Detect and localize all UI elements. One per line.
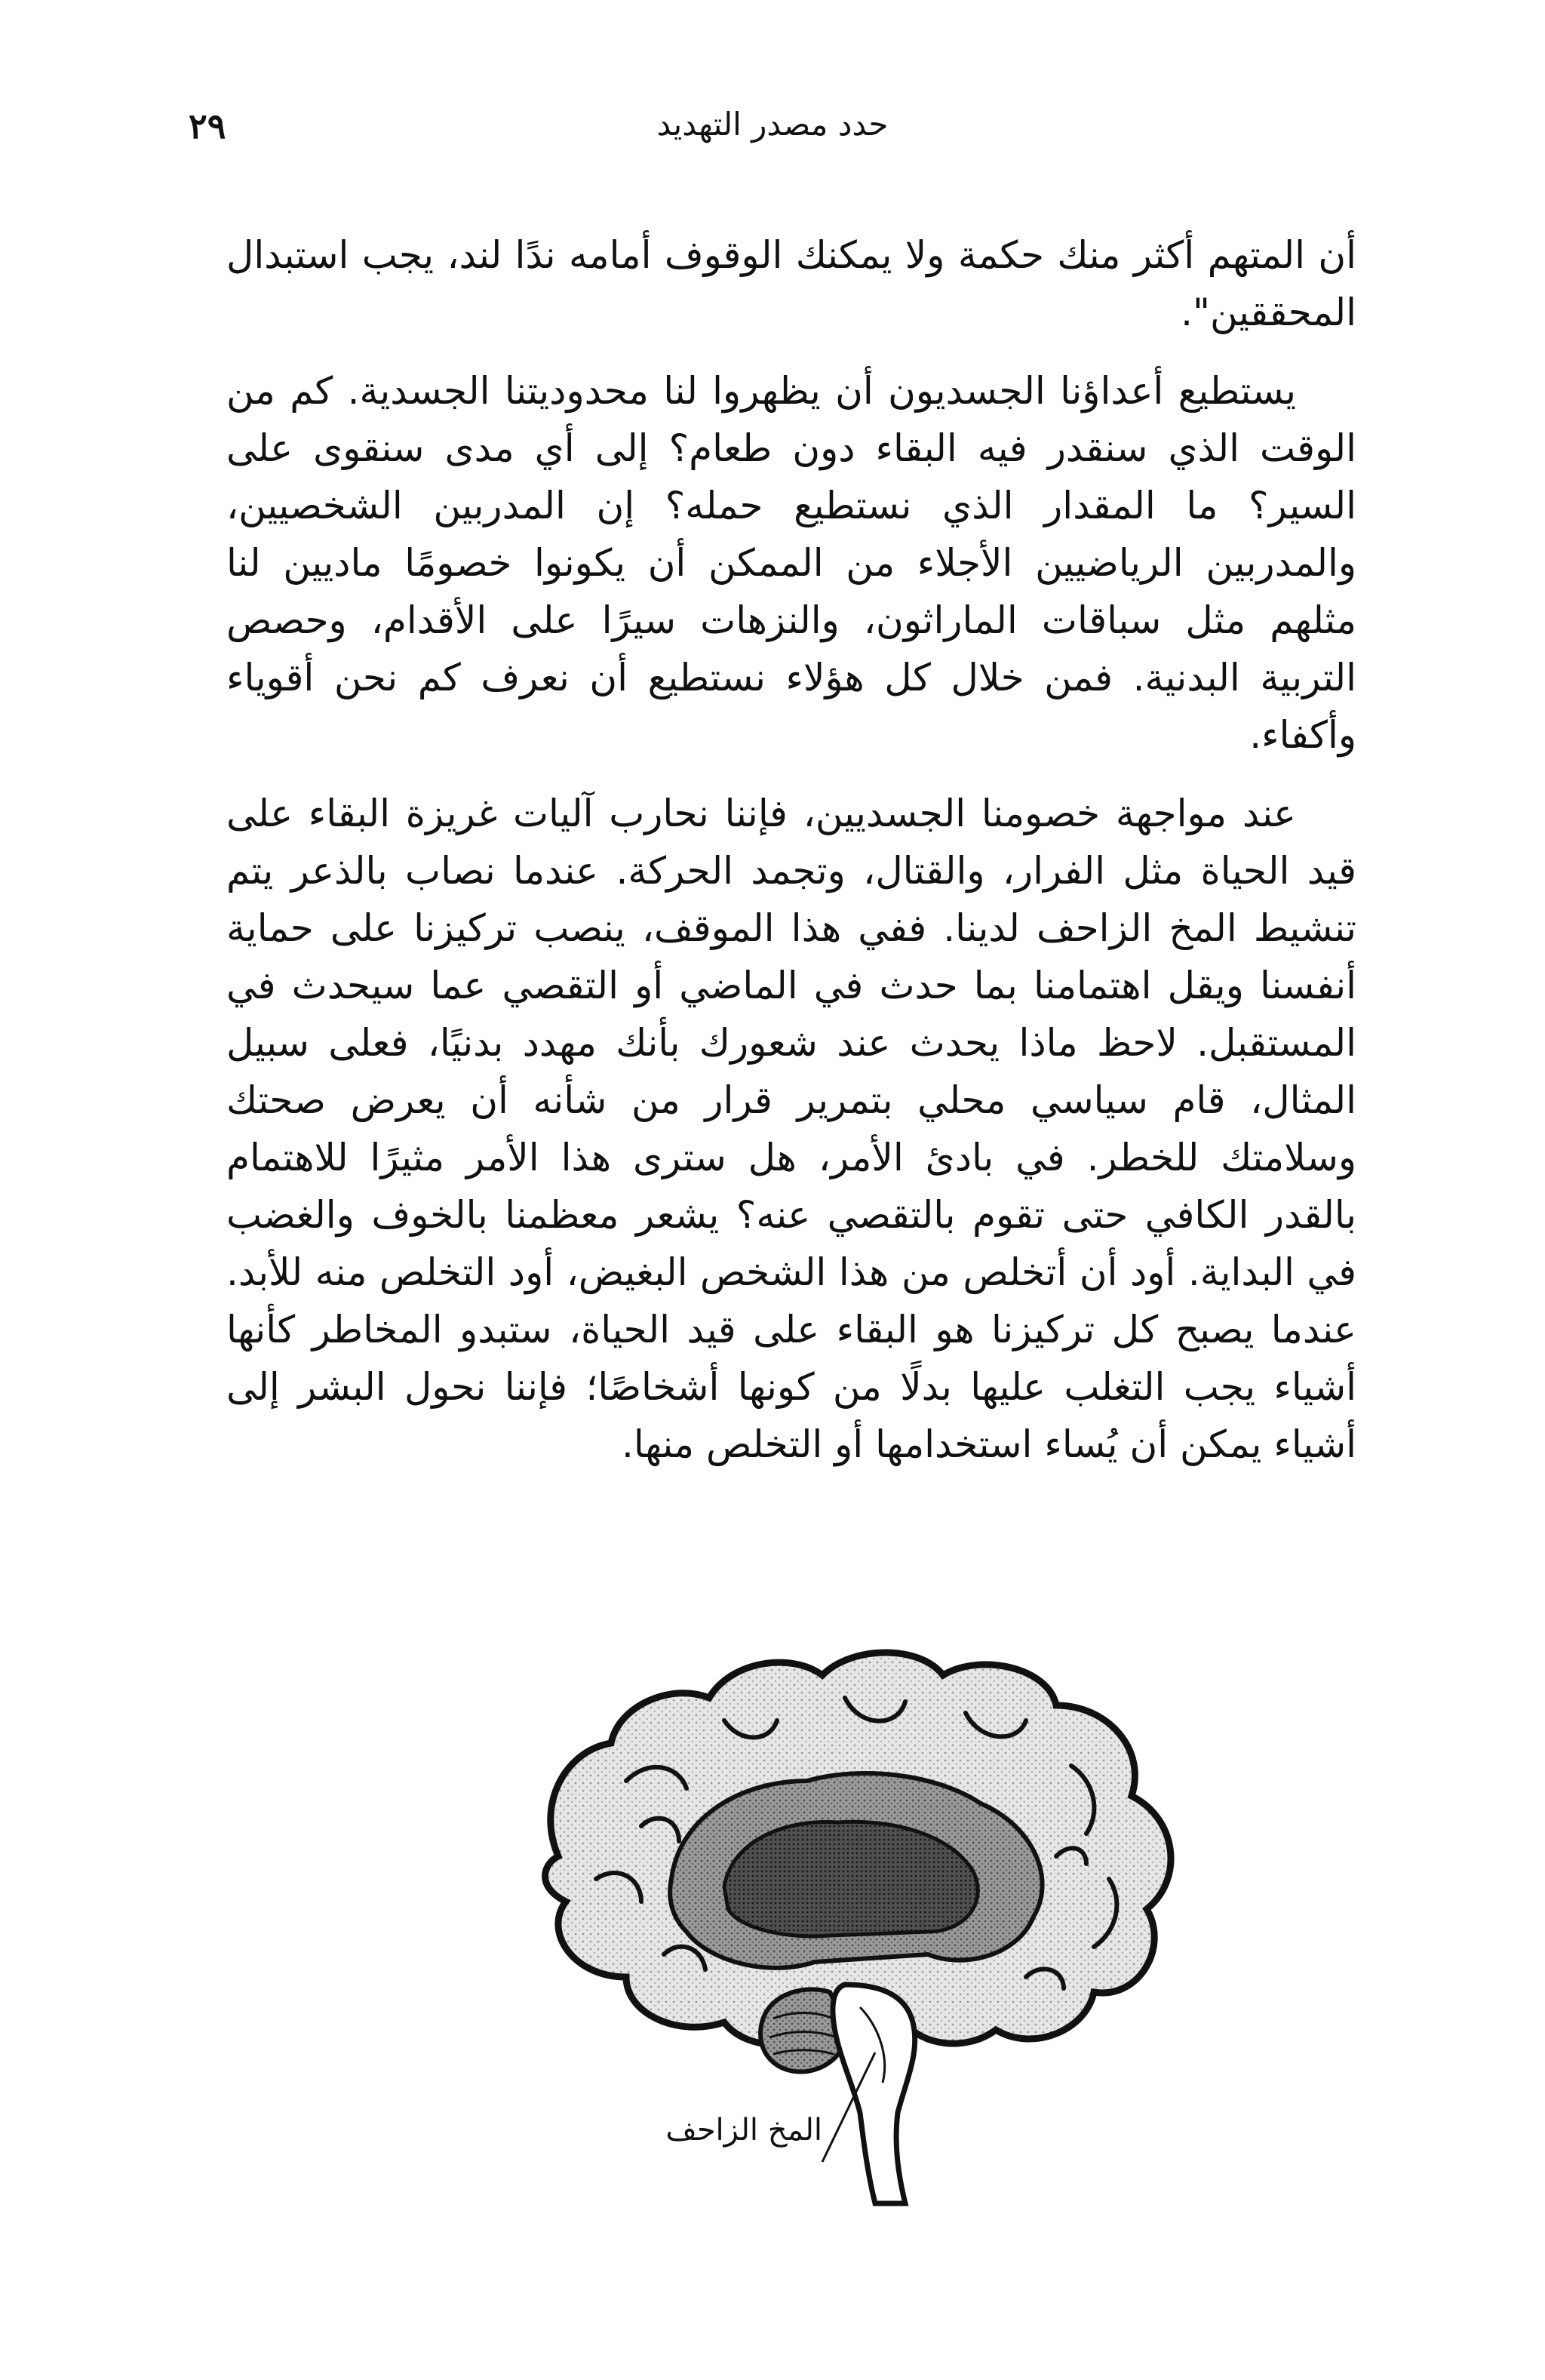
running-title: حدد مصدر التهديد <box>656 106 889 143</box>
body-text <box>226 226 1356 1494</box>
reptilian-core <box>724 1822 978 1936</box>
brainstem <box>833 1985 915 2203</box>
page-header <box>189 106 1356 166</box>
paragraph-1: أن المتهم أكثر منك حكمة ولا يمكنك الوقوف أمامه ندًا لند، يجب استبدال المحققين". <box>226 233 1356 334</box>
brain-figure <box>453 1630 1282 2234</box>
figure-label: المخ الزاحف <box>665 2113 822 2148</box>
page-number: ٢٩ <box>189 106 226 146</box>
paragraph-3: عند مواجهة خصومنا الجسديين، فإننا نحارب آليات غريزة البقاء على قيد الحياة مثل الفرار، والقتال، وتجمد الحركة. عندما نصاب بالذعر يتم تنشيط المخ الزاحف لدينا. ففي هذا الموقف، ينصب تركيزنا على حماية أنفسنا ويقل اهتمامنا بما حدث في الماضي أو التقصي عما سيحدث في المستقبل. لاحظ ماذا يحدث عند شعورك بأنك مهدد بدنيًا، فعلى سبيل المثال، قام سياسي محلي بتمرير قرار من شأنه أن يعرض صحتك وسلامتك للخطر. في بادئ الأمر، هل سترى هذا الأمر مثيرًا للاهتمام بالقدر الكافي حتى تقوم بالتقصي عنه؟ يشعر معظمنا بالخوف والغضب في البداية. أود أن أتخلص من هذا الشخص البغيض، أود التخلص منه للأبد. عندما يصبح كل تركيزنا هو البقاء على قيد الحياة، ستبدو المخاطر كأنها أشياء يجب التغلب عليها بدلًا من كونها أشخاصًا؛ فإننا نحول البشر إلى أشياء يمكن أن يُساء استخدامها أو التخلص منها. <box>226 792 1356 1466</box>
paragraph-2: يستطيع أعداؤنا الجسديون أن يظهروا لنا محدوديتنا الجسدية. كم من الوقت الذي سنقدر فيه البقاء دون طعام؟ إلى أي مدى سنقوى على السير؟ ما المقدار الذي نستطيع حمله؟ إن المدربين الشخصيين، والمدربين الرياضيين الأجلاء من الممكن أن يكونوا خصومًا ماديين لنا مثلهم مثل سباقات الماراثون، والنزهات سيرًا على الأقدام، وحصص التربية البدنية. فمن خلال كل هؤلاء نستطيع أن نعرف كم نحن أقوياء وأكفاء. <box>226 369 1356 757</box>
